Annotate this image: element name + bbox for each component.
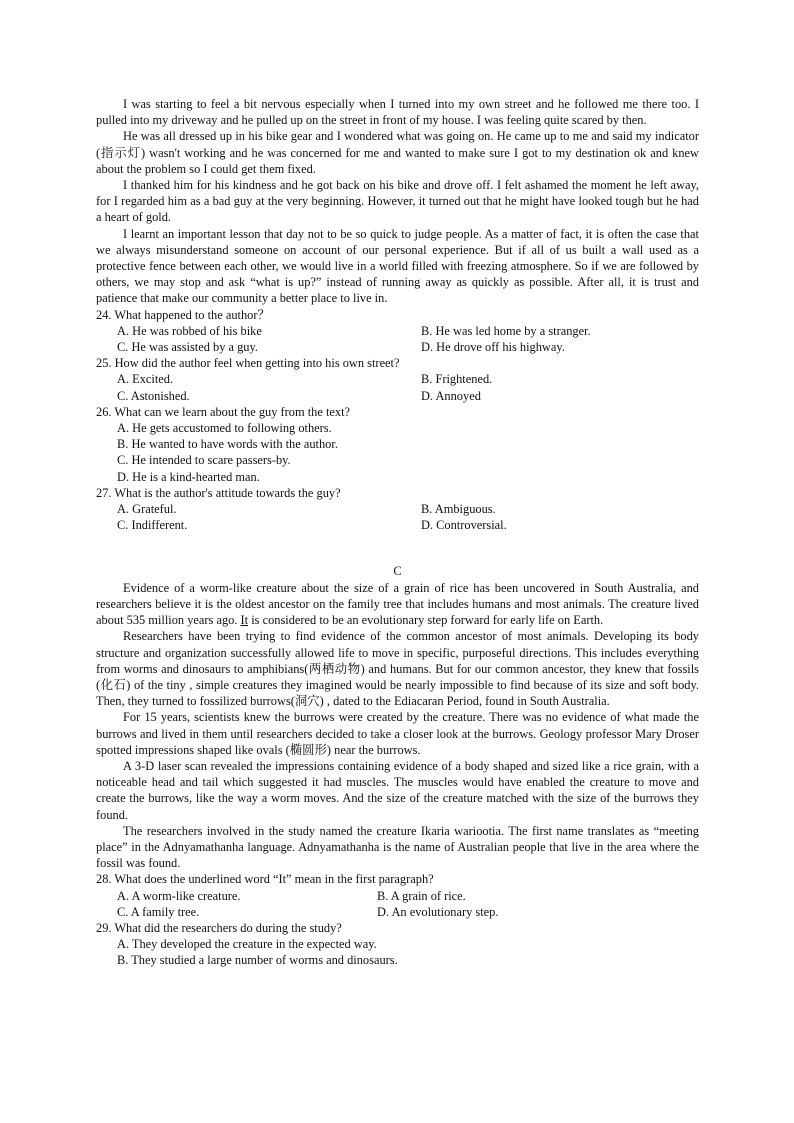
option-c: C. Astonished.	[117, 388, 190, 403]
option-d: D. He drove off his highway.	[421, 340, 565, 355]
option-d: D. Controversial.	[421, 518, 507, 533]
option-b: B. They studied a large number of worms and dinosaurs.	[117, 953, 398, 968]
question-26	[96, 404, 699, 485]
option-row	[117, 904, 699, 920]
passage-b-paragraph-1: I was starting to feel a bit nervous especially when I turned into my own street and he followed me there too. I pulled into my driveway and he pulled up on the street in front of my house. I was feeling quite scared by then.	[96, 97, 699, 128]
option-row	[117, 371, 699, 387]
passage-c-paragraph-4: A 3-D laser scan revealed the impressions containing evidence of a body shaped and sized like a rice grain, with a noticeable head and tail which suggested it had muscles. The muscles would have enabled the creature to move and create the burrows, like the way a worm moves. And the size of the creature matched with the size of the burrows they found.	[96, 758, 699, 822]
option-c: C. A family tree.	[117, 904, 200, 919]
question-28	[96, 871, 699, 920]
option-a: A. Grateful.	[117, 502, 177, 517]
option-a: A. He gets accustomed to following others.	[117, 421, 332, 436]
question-29	[96, 920, 699, 969]
option-row	[117, 339, 699, 355]
passage-b-paragraph-3: I thanked him for his kindness and he got back on his bike and drove off. I felt ashamed the moment he left away, for I regarded him as a bad guy at the very beginning. However, it turned out that he might have looked tough but he had a heart of gold.	[96, 178, 699, 225]
option-row	[117, 388, 699, 404]
option-row	[117, 888, 699, 904]
question-stem: 29. What did the researchers do during the study?	[96, 920, 342, 935]
option-a: A. A worm-like creature.	[117, 888, 241, 903]
question-27	[96, 485, 699, 534]
passage-c-paragraph-3: For 15 years, scientists knew the burrows were created by the creature. There was no evidence of what made the burrows and lived in them until researchers decided to take a closer look at the burrows. Geology professor Mary Droser spotted impressions shaped like ovals (椭圆形) near the burrows.	[96, 710, 699, 757]
option-d: D. He is a kind-hearted man.	[117, 469, 260, 484]
section-title-c: C	[393, 564, 402, 579]
question-24	[96, 307, 699, 356]
option-b: B. He was led home by a stranger.	[421, 323, 591, 338]
option-b: B. Ambiguous.	[421, 502, 496, 517]
option-b: B. He wanted to have words with the author.	[117, 437, 338, 452]
passage-c-paragraph-2: Researchers have been trying to find evidence of the common ancestor of most animals. Developing its body structure and organization successfully allowed life to move in specific, purposeful directions. This includes everything from worms and dinosaurs to amphibians(两栖动物) and humans. But for our common ancestor, they knew that fossils (化石) of the tiny , simple creatures they imagined would be nearly impossible to find because of its size and soft body. Then, they turned to fossilized burrows(洞穴) , dated to the Ediacaran Period, found in South Australia.	[96, 629, 699, 709]
option-row	[117, 323, 699, 339]
option-a: A. Excited.	[117, 372, 174, 387]
question-stem: 25. How did the author feel when getting into his own street?	[96, 356, 400, 371]
option-d: D. An evolutionary step.	[377, 904, 499, 919]
passage-c-paragraph-1	[96, 580, 699, 629]
option-row	[117, 517, 699, 533]
option-c: C. He was assisted by a guy.	[117, 340, 258, 355]
option-b: B. Frightened.	[421, 372, 493, 387]
question-stem: 27. What is the author's attitude towards the guy?	[96, 485, 341, 500]
option-row	[117, 501, 699, 517]
question-stem: 24. What happened to the author？	[96, 307, 270, 322]
paragraph-text: Evidence of a worm-like creature about the size of a grain of rice has been uncovered in South Australia, and researchers believe it is the oldest ancestor on the family tree that includes humans and most animals. The creature lived about 535 million years ago.	[96, 580, 699, 628]
underlined-word-it: It	[240, 613, 249, 628]
option-a: A. He was robbed of his bike	[117, 323, 262, 338]
option-c: C. Indifferent.	[117, 518, 188, 533]
question-25	[96, 355, 699, 404]
question-stem: 26. What can we learn about the guy from the text?	[96, 404, 351, 419]
option-a: A. They developed the creature in the expected way.	[117, 937, 377, 952]
paragraph-text: is considered to be an evolutionary step forward for early life on Earth.	[248, 613, 604, 628]
question-stem: 28. What does the underlined word “It” mean in the first paragraph?	[96, 872, 434, 887]
passage-b-paragraph-2: He was all dressed up in his bike gear and I wondered what was going on. He came up to me and said my indicator (指示灯) wasn't working and he was concerned for me and wanted to make sure I got to my destination ok and knew about the problem so I could get them fixed.	[96, 129, 699, 176]
option-b: B. A grain of rice.	[377, 888, 466, 903]
option-d: D. Annoyed	[421, 388, 481, 403]
passage-c-paragraph-5: The researchers involved in the study named the creature Ikaria wariootia. The first name translates as “meeting place” in the Adnyamathanha language. Adnyamathanha is the name of Australian people that live in the area where the fossil was found.	[96, 823, 699, 871]
passage-b-paragraph-4: I learnt an important lesson that day not to be so quick to judge people. As a matter of fact, it is often the case that we always misunderstand someone on account of our personal experience. But if all of us built a wall used as a protective fence between each other, we would live in a world filled with freezing atmosphere. So if we are followed by others, we may stop and ask “what is up?” instead of running away as quickly as possible. After all, it is trust and patience that make our community a better place to live in.	[96, 226, 699, 306]
option-c: C. He intended to scare passers-by.	[117, 453, 291, 468]
page-content	[96, 96, 699, 969]
